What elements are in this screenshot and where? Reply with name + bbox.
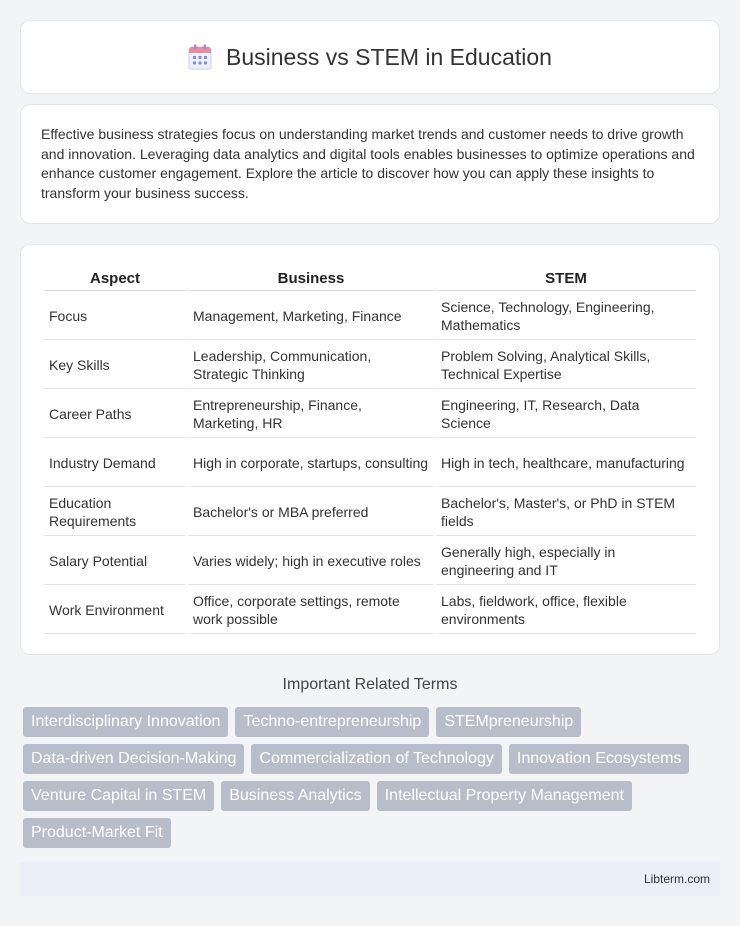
page-title: Business vs STEM in Education [226,43,552,70]
term-tag[interactable]: STEMpreneurship [436,707,581,737]
table-cell: Labs, fieldwork, office, flexible environments [436,587,696,634]
table-cell: Science, Technology, Engineering, Mathematics [436,293,696,340]
table-cell: Work Environment [44,587,186,634]
term-tag[interactable]: Business Analytics [221,781,370,811]
footer [20,862,720,896]
table-cell: Bachelor's or MBA preferred [188,489,434,536]
table-cell: Entrepreneurship, Finance, Marketing, HR [188,391,434,438]
comparison-table-card [20,244,720,655]
table-cell: Engineering, IT, Research, Data Science [436,391,696,438]
table-row [44,440,696,487]
table-cell: Salary Potential [44,538,186,585]
term-tag[interactable]: Intellectual Property Management [377,781,632,811]
table-cell: High in tech, healthcare, manufacturing [436,440,696,487]
term-tag[interactable]: Techno-entrepreneurship [235,707,429,737]
term-tag[interactable]: Product-Market Fit [23,818,171,848]
table-cell: Bachelor's, Master's, or PhD in STEM fields [436,489,696,536]
comparison-table [42,265,698,636]
term-tag[interactable]: Innovation Ecosystems [509,744,690,774]
term-tag[interactable]: Data-driven Decision-Making [23,744,244,774]
intro-text: Effective business strategies focus on understanding market trends and customer needs to drive growth and innovation. Leveraging data analytics and digital tools enables businesses to optimize operations and enhance customer engagement. Explore the article to discover how you can apply these insights to transform your business success. [41,126,695,201]
related-terms-list [23,707,723,848]
table-row [44,538,696,585]
table-cell: Generally high, especially in engineering and IT [436,538,696,585]
table-cell: Management, Marketing, Finance [188,293,434,340]
table-row [44,293,696,340]
table-cell: Leadership, Communication, Strategic Thinking [188,342,434,389]
table-cell: High in corporate, startups, consulting [188,440,434,487]
table-cell: Varies widely; high in executive roles [188,538,434,585]
table-cell: Focus [44,293,186,340]
footer-site-link[interactable]: Libterm.com [643,872,710,886]
table-cell: Industry Demand [44,440,186,487]
term-tag[interactable]: Interdisciplinary Innovation [23,707,228,737]
table-row [44,489,696,536]
term-tag[interactable]: Commercialization of Technology [251,744,501,774]
intro-card [20,104,720,224]
table-row [44,391,696,438]
column-header-business: Business [188,267,434,291]
table-header-row [44,267,696,291]
column-header-aspect: Aspect [44,267,186,291]
term-tag[interactable]: Venture Capital in STEM [23,781,214,811]
table-row [44,587,696,634]
header-card [20,20,720,94]
table-cell: Education Requirements [44,489,186,536]
table-row [44,342,696,389]
table-cell: Key Skills [44,342,186,389]
table-cell: Problem Solving, Analytical Skills, Technical Expertise [436,342,696,389]
related-terms-title: Important Related Terms [282,676,458,693]
column-header-stem: STEM [436,267,696,291]
table-cell: Office, corporate settings, remote work possible [188,587,434,634]
table-cell: Career Paths [44,391,186,438]
calendar-icon [188,44,212,70]
